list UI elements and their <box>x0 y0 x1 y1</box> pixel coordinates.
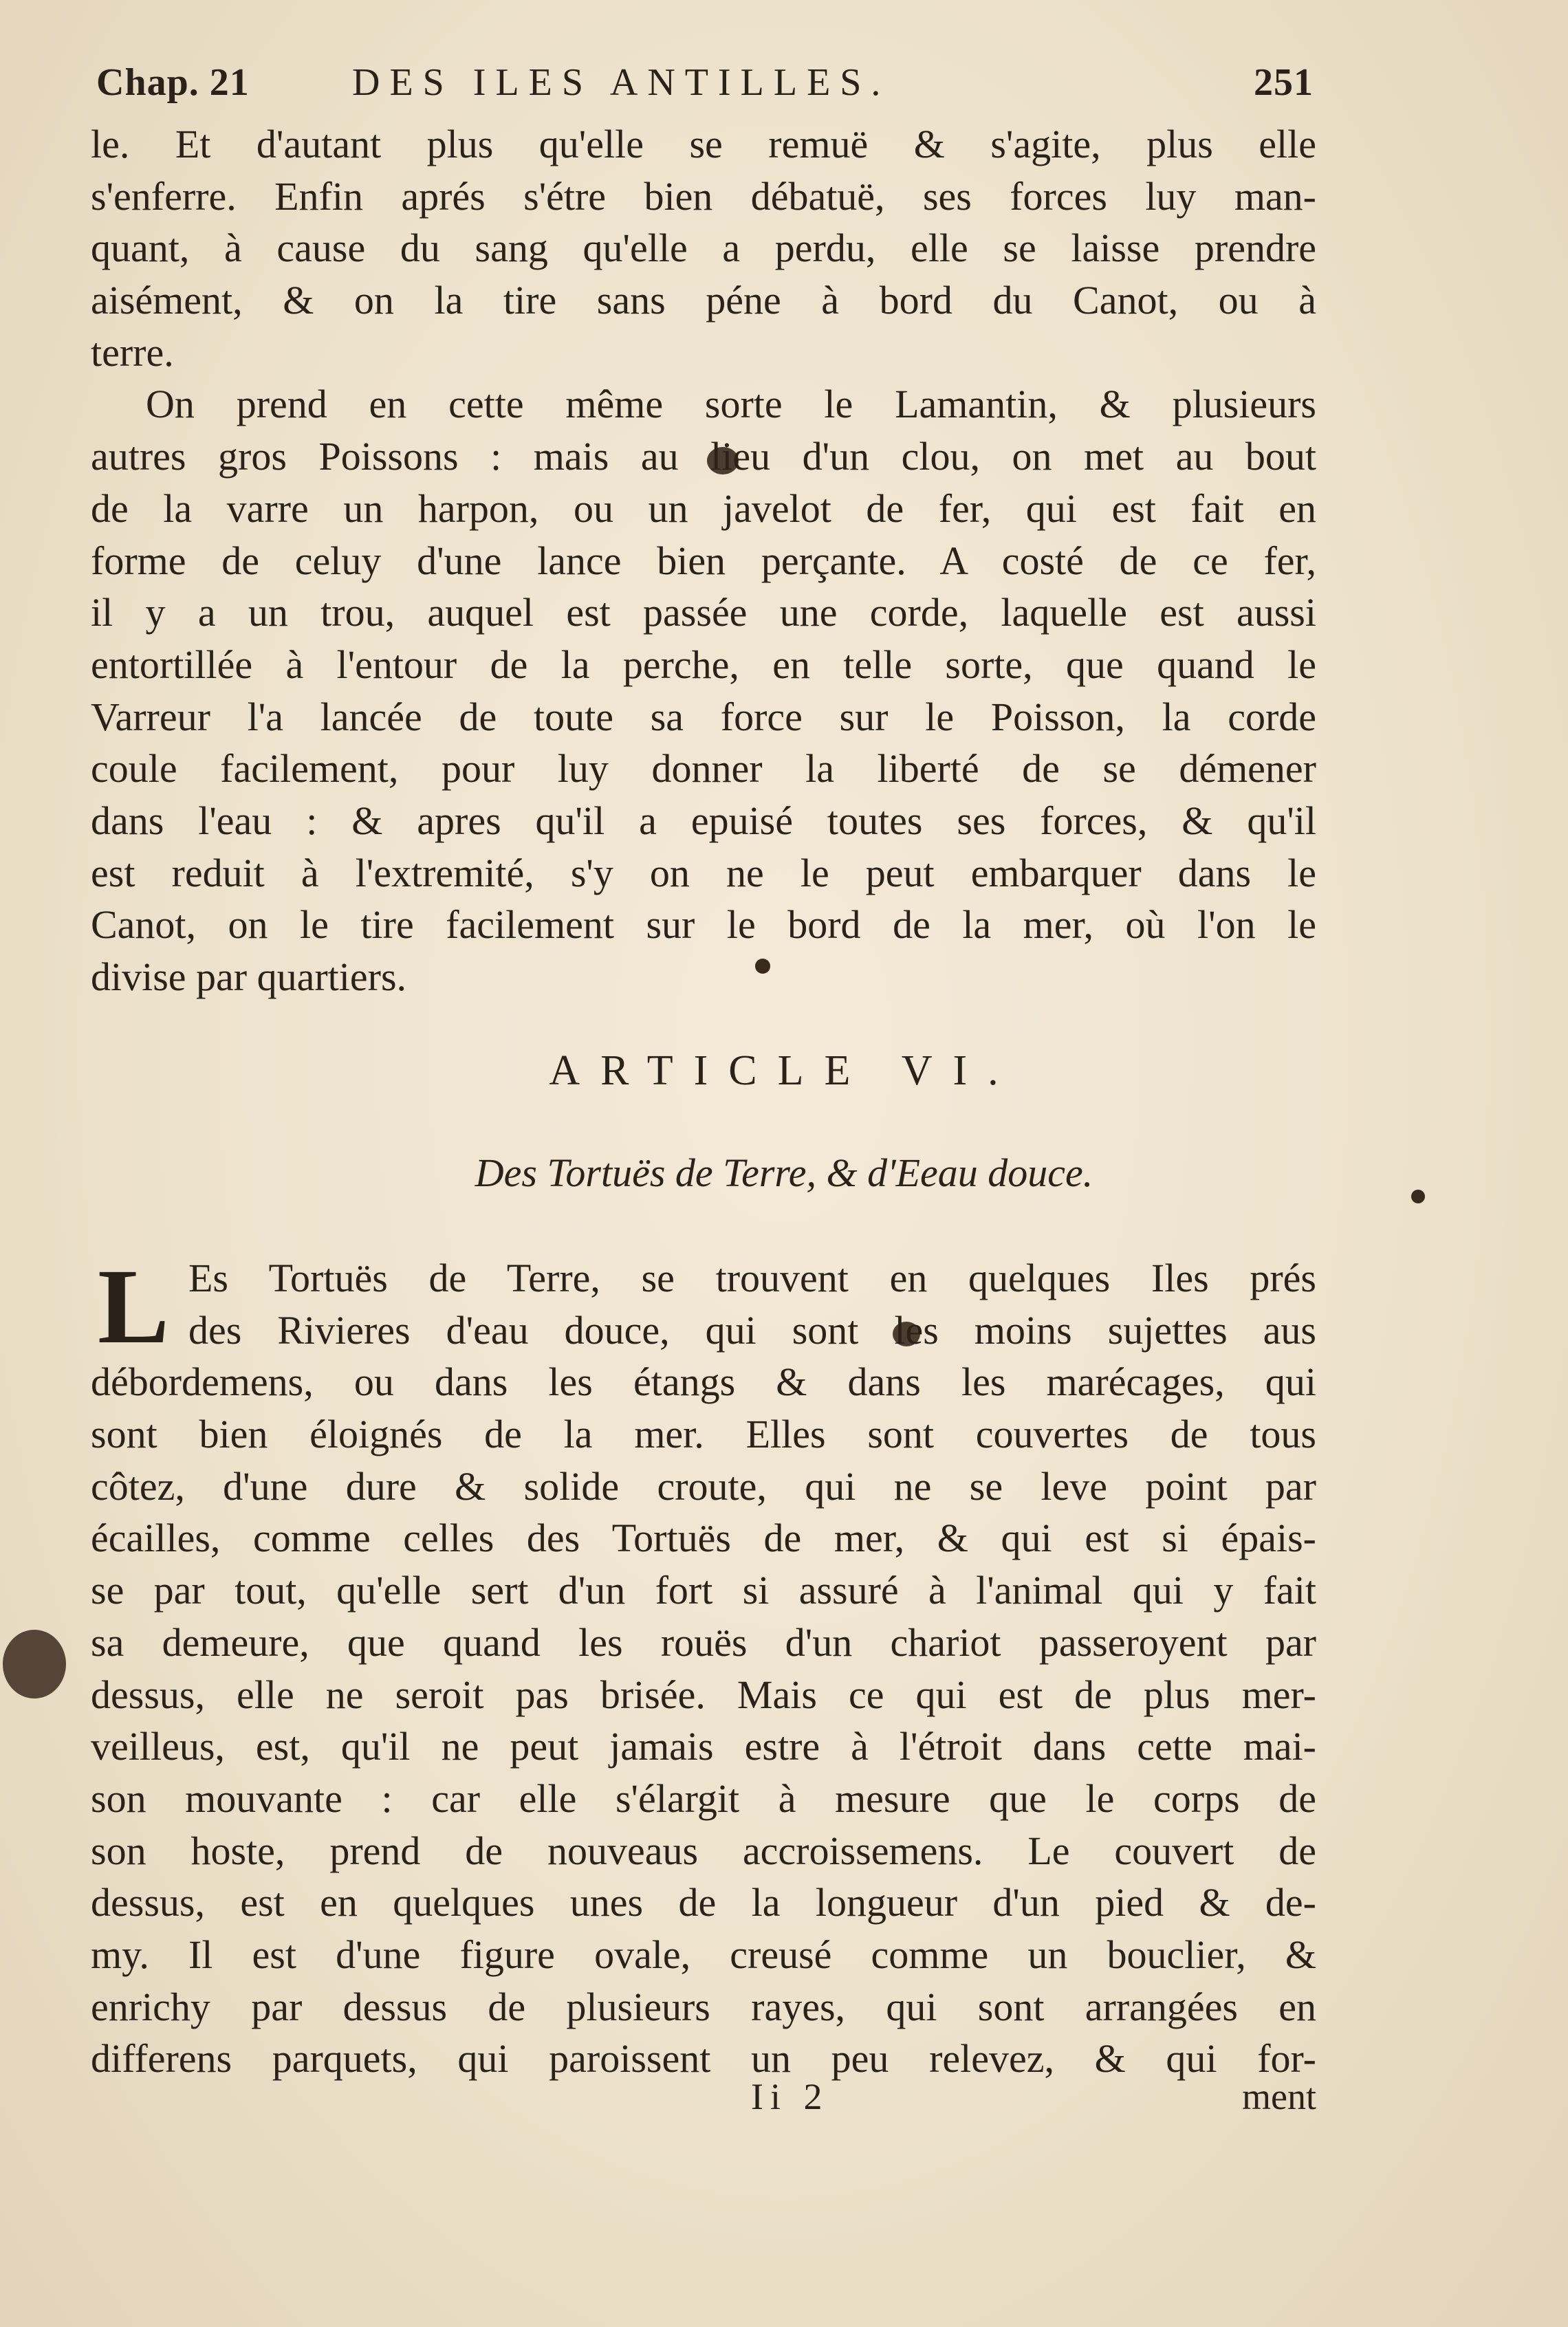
text-line: sont bien éloignés de la mer. Elles sont couvertes de tous <box>91 1412 1316 1457</box>
text-line: Es Tortuës de Terre, se trouvent en quelques Iles prés <box>188 1256 1316 1300</box>
text-line: coule facilement, pour luy donner la liberté de se démener <box>91 746 1316 791</box>
signature-mark: Ii 2 <box>751 2076 829 2117</box>
text-line: il y a un trou, auquel est passée une corde, laquelle est aussi <box>91 590 1316 635</box>
text-line: son hoste, prend de nouveaus accroissemens. Le couvert de <box>91 1828 1316 1873</box>
text-line: Canot, on le tire facilement sur le bord de la mer, où l'on le <box>91 902 1316 948</box>
text-line: dessus, est en quelques unes de la longueur d'un pied & de- <box>91 1880 1316 1925</box>
text-line: entortillée à l'entour de la perche, en telle sorte, que quand le <box>91 642 1316 687</box>
text-line: sa demeure, que quand les rouës d'un chariot passeroyent par <box>91 1619 1316 1665</box>
article-subtitle: Des Tortuës de Terre, & d'Eeau douce. <box>475 1150 1093 1195</box>
text-line: terre. <box>91 329 174 375</box>
text-line: côtez, d'une dure & solide croute, qui ne se leve point par <box>91 1463 1316 1509</box>
text-line: quant, à cause du sang qu'elle a perdu, elle se laisse prendre <box>91 226 1316 271</box>
text-line: forme de celuy d'une lance bien perçante. A costé de ce fer, <box>91 538 1316 583</box>
text-line: dans l'eau : & apres qu'il a epuisé toutes ses forces, & qu'il <box>91 798 1316 843</box>
text-line: divise par quartiers. <box>91 954 407 999</box>
body-text-top <box>91 118 1316 1003</box>
text-line: dessus, elle ne seroit pas brisée. Mais ce qui est de plus mer- <box>91 1672 1316 1717</box>
text-line: Varreur l'a lancée de toute sa force sur le Poisson, la corde <box>91 694 1316 739</box>
drop-cap: L <box>98 1247 170 1366</box>
ink-stain-left-margin <box>3 1630 66 1698</box>
text-line: my. Il est d'une figure ovale, creusé comme un bouclier, & <box>91 1932 1316 1977</box>
text-line: enrichy par dessus de plusieurs rayes, qui sont arrangées en <box>91 1984 1316 2029</box>
text-line: autres gros Poissons : mais au lieu d'un clou, on met au bout <box>91 434 1316 479</box>
body-text-bottom <box>91 1247 1316 2086</box>
text-line: On prend en cette même sorte le Lamantin, & plusieurs <box>146 382 1316 427</box>
text-line: le. Et d'autant plus qu'elle se remuë & s'agite, plus elle <box>91 122 1316 166</box>
text-line: veilleus, est, qu'il ne peut jamais estre à l'étroit dans cette mai- <box>91 1724 1316 1769</box>
article-heading: ARTICLE VI. <box>549 1047 1019 1094</box>
text-line: s'enferre. Enfin aprés s'étre bien débatuë, ses forces luy man- <box>91 173 1316 219</box>
book-title: DES ILES ANTILLES. <box>352 61 891 104</box>
text-line: son mouvante : car elle s'élargit à mesure que le corps de <box>91 1776 1316 1821</box>
text-line: de la varre un harpon, ou un javelot de fer, qui est fait en <box>91 485 1316 531</box>
catchword: ment <box>1242 2076 1316 2117</box>
text-line: des Rivieres d'eau douce, qui sont les moins sujettes aus <box>188 1307 1316 1353</box>
text-line: differens parquets, qui paroissent un peu relevez, & qui for- <box>91 2036 1316 2082</box>
page-number: 251 <box>1254 61 1314 104</box>
running-head <box>96 61 1314 116</box>
text-line: est reduit à l'extremité, s'y on ne le peut embarquer dans le <box>91 850 1316 895</box>
page-footer <box>91 2075 1316 2123</box>
text-line: aisément, & on la tire sans péne à bord du Canot, ou à <box>91 278 1316 323</box>
text-line: se par tout, qu'elle sert d'un fort si assuré à l'animal qui y fait <box>91 1568 1316 1613</box>
text-line: débordemens, ou dans les étangs & dans les marécages, qui <box>91 1359 1316 1405</box>
text-line: écailles, comme celles des Tortuës de mer, & qui est si épais- <box>91 1516 1316 1561</box>
chapter-label: Chap. 21 <box>96 61 250 104</box>
